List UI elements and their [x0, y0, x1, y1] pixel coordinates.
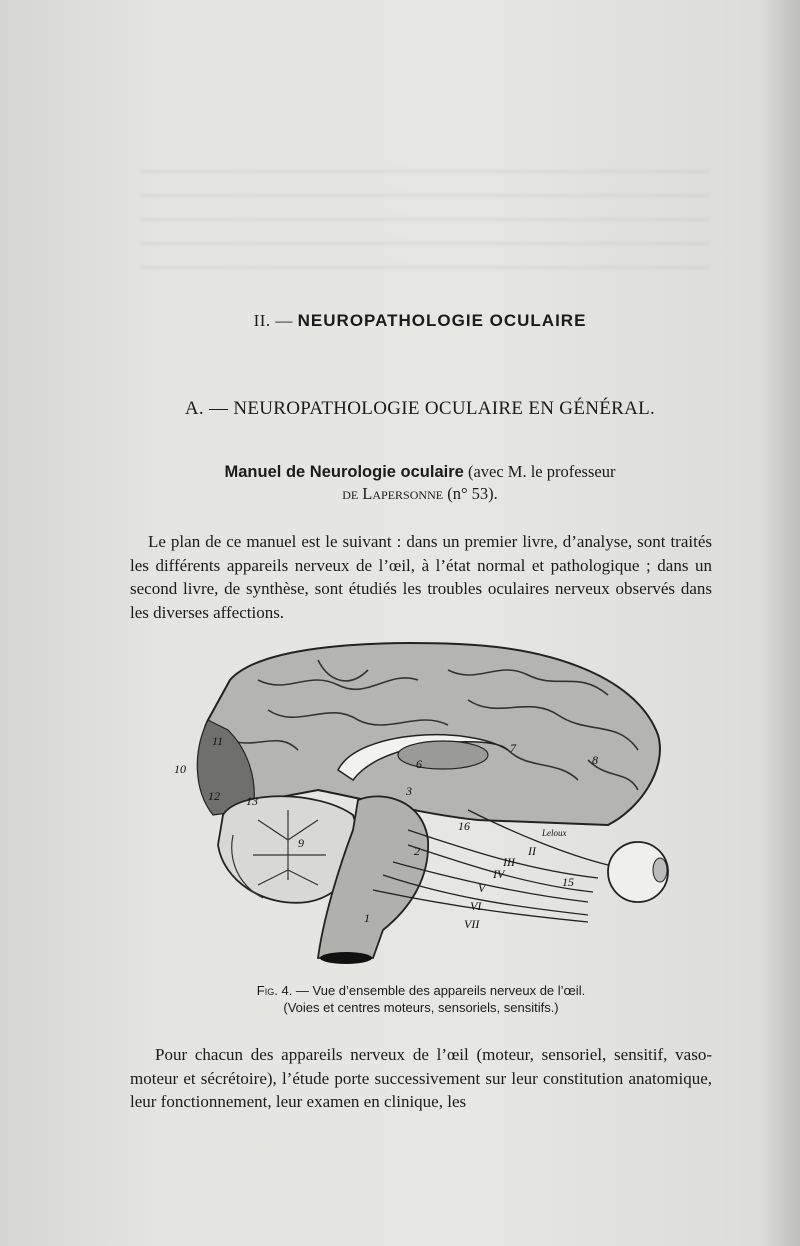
label-VII: VII	[464, 917, 480, 931]
label-13: 13	[246, 794, 258, 808]
book-reference	[130, 461, 710, 504]
book-details-1: (avec M. le professeur	[463, 462, 616, 481]
label-6: 6	[416, 757, 422, 771]
medulla-base	[320, 952, 372, 964]
label-11: 11	[212, 734, 224, 748]
label-1: 1	[364, 911, 370, 925]
label-9: 9	[298, 836, 304, 850]
label-V: V	[478, 881, 486, 895]
label-12: 12	[208, 789, 220, 803]
part-heading-prefix: II. —	[253, 311, 298, 330]
bleed-through-text	[140, 170, 710, 280]
label-16: 16	[458, 819, 470, 833]
label-VI: VI	[470, 899, 482, 913]
engraver-signature: Leloux	[542, 828, 567, 838]
label-10: 10	[174, 762, 186, 776]
book-author: de Lapersonne	[342, 484, 444, 503]
label-15: 15	[562, 875, 574, 889]
label-3: 3	[406, 784, 412, 798]
label-2: 2	[414, 844, 420, 858]
label-8: 8	[592, 753, 598, 767]
paragraph-2: Pour chacun des appareils nerveux de l’œil (moteur, sensoriel, sensitif, vaso-moteur et sécrétoire), l’étude porte successivement sur leur constitution anatomique, leur fonctionnement, leur examen en clinique, les	[130, 1045, 712, 1111]
caption-figure-number: Fig. 4.	[256, 983, 293, 998]
figure-caption	[130, 982, 712, 1016]
book-details-2: (n° 53).	[443, 484, 498, 503]
brain-figure	[168, 640, 673, 968]
label-III: III	[503, 855, 515, 869]
label-IV: IV	[493, 867, 505, 881]
book-title: Manuel de Neurologie oculaire	[224, 463, 464, 481]
part-heading	[0, 311, 800, 331]
paragraph-1: Le plan de ce manuel est le suivant : dans un premier livre, d’analyse, sont traités les différents appareils nerveux de l’œil, à l’état normal et pathologique ; dans un second livre, de synthèse, sont étudiés les troubles oculaires nerveux observés dans les diverses affections.	[130, 532, 712, 622]
label-II: II	[528, 844, 536, 858]
thalamus	[398, 741, 488, 769]
brain-illustration	[168, 640, 673, 968]
caption-line-2: (Voies et centres moteurs, sensoriels, sensitifs.)	[283, 1000, 559, 1015]
section-heading: A. — NEUROPATHOLOGIE OCULAIRE EN GÉNÉRAL.	[184, 398, 656, 419]
label-7: 7	[510, 741, 516, 755]
caption-line-1: — Vue d’ensemble des appareils nerveux de l’œil.	[292, 983, 586, 998]
part-heading-title: NEUROPATHOLOGIE OCULAIRE	[297, 311, 587, 330]
